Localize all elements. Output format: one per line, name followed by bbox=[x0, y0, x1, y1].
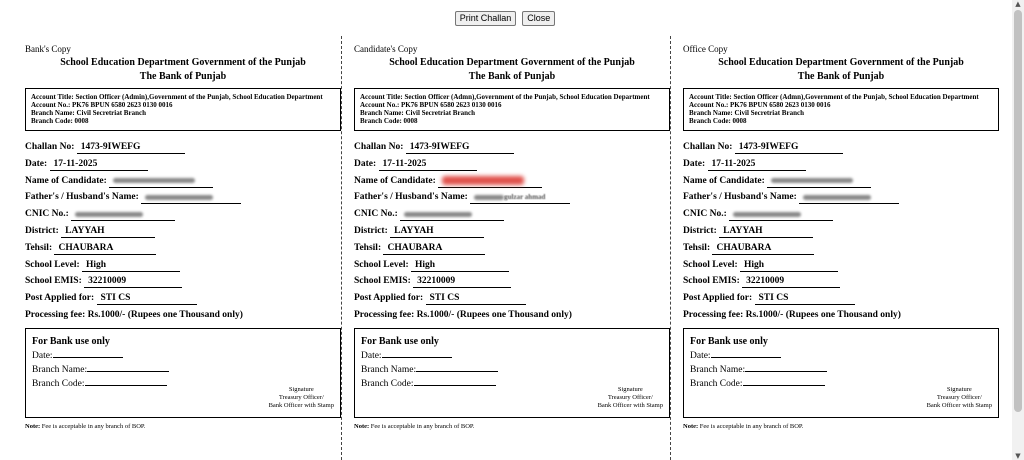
bank-title: The Bank of Punjab bbox=[797, 71, 885, 82]
date-value: 17-11-2025 bbox=[50, 159, 148, 171]
father-value bbox=[470, 192, 570, 204]
redacted-cnic bbox=[733, 212, 801, 217]
close-button[interactable]: Close bbox=[522, 11, 555, 26]
date-row: Date: 17-11-2025 bbox=[354, 156, 670, 173]
post-row: Post Applied for: STI CS bbox=[25, 290, 341, 307]
date-value: 17-11-2025 bbox=[708, 159, 806, 171]
bank-use-box bbox=[683, 328, 999, 418]
post-row: Post Applied for: STI CS bbox=[354, 290, 670, 307]
candidate-value bbox=[109, 176, 213, 188]
branch-code: Branch Code: 0008 bbox=[689, 117, 747, 125]
challan-value: 1473-9IWEFG bbox=[735, 142, 843, 154]
challan-row: Challan No: 1473-9IWEFG bbox=[354, 139, 670, 156]
account-title: Account Title: Section Officer (Admn),Government of the Punjab, School Education Department bbox=[689, 93, 979, 101]
account-number: Account No.: PK76 BPUN 6580 2623 0130 0016 bbox=[689, 101, 831, 109]
bank-branch-code-line: Branch Code: bbox=[361, 376, 663, 390]
bank-branch-name-line: Branch Name: bbox=[361, 362, 663, 376]
branch-name: Branch Name: Civil Secretriat Branch bbox=[31, 109, 146, 117]
toolbar bbox=[0, 8, 1010, 26]
account-title: Account Title: Section Officer (Admn),Government of the Punjab, School Education Department bbox=[360, 93, 650, 101]
account-number: Account No.: PK76 BPUN 6580 2623 0130 0016 bbox=[360, 101, 502, 109]
school-emis-row: School EMIS: 32210009 bbox=[683, 273, 999, 290]
father-value bbox=[799, 192, 899, 204]
father-row: Father's / Husband's Name: gulzar ahmad bbox=[354, 189, 670, 206]
cnic-value bbox=[729, 209, 833, 221]
account-number: Account No.: PK76 BPUN 6580 2623 0130 0016 bbox=[31, 101, 173, 109]
copy-divider bbox=[341, 36, 342, 460]
bank-branch-name-line: Branch Name: bbox=[32, 362, 334, 376]
bank-branch-code-line: Branch Code: bbox=[690, 376, 992, 390]
bank-date-line: Date: bbox=[690, 348, 992, 362]
cnic-row: CNIC No.: bbox=[683, 206, 999, 223]
date-row: Date: 17-11-2025 bbox=[25, 156, 341, 173]
school-emis-value: 32210009 bbox=[413, 276, 511, 288]
account-details-box bbox=[683, 88, 999, 131]
challan-row: Challan No: 1473-9IWEFG bbox=[25, 139, 341, 156]
challan-row: Challan No: 1473-9IWEFG bbox=[683, 139, 999, 156]
bank-date-line: Date: bbox=[361, 348, 663, 362]
print-challan-button[interactable]: Print Challan bbox=[455, 11, 517, 26]
challan-fields bbox=[683, 139, 999, 324]
fee-row: Processing fee: Rs.1000/- (Rupees one Thousand only) bbox=[354, 309, 572, 320]
candidate-row: Name of Candidate: bbox=[25, 173, 341, 190]
note: Note: Fee is acceptable in any branch of BOP. bbox=[683, 422, 804, 430]
redacted-father-name bbox=[803, 195, 871, 200]
district-row: District: LAYYAH bbox=[354, 223, 670, 240]
tehsil-row: Tehsil: CHAUBARA bbox=[683, 240, 999, 257]
office-copy bbox=[683, 44, 999, 430]
school-emis-row: School EMIS: 32210009 bbox=[354, 273, 670, 290]
branch-name: Branch Name: Civil Secretriat Branch bbox=[689, 109, 804, 117]
district-value: LAYYAH bbox=[390, 226, 484, 238]
account-details-box bbox=[354, 88, 670, 131]
redacted-cnic bbox=[75, 212, 143, 217]
redacted-name bbox=[442, 176, 524, 185]
candidate-row: Name of Candidate: bbox=[354, 173, 670, 190]
bank-title: The Bank of Punjab bbox=[139, 71, 227, 82]
scroll-up-icon[interactable]: ▲ bbox=[1015, 0, 1021, 8]
tehsil-row: Tehsil: CHAUBARA bbox=[354, 240, 670, 257]
banks-copy bbox=[25, 44, 341, 430]
candidate-row: Name of Candidate: bbox=[683, 173, 999, 190]
cnic-value bbox=[400, 209, 504, 221]
account-details-box bbox=[25, 88, 341, 131]
school-emis-row: School EMIS: 32210009 bbox=[25, 273, 341, 290]
date-row: Date: 17-11-2025 bbox=[683, 156, 999, 173]
redacted-father-name bbox=[145, 195, 213, 200]
candidate-value bbox=[438, 176, 542, 188]
copy-divider bbox=[670, 36, 671, 460]
bank-date-line: Date: bbox=[32, 348, 334, 362]
date-value: 17-11-2025 bbox=[379, 159, 477, 171]
redacted-cnic bbox=[404, 212, 472, 217]
note: Note: Fee is acceptable in any branch of BOP. bbox=[354, 422, 475, 430]
department-title: School Education Department Government of the Punjab bbox=[389, 57, 635, 68]
fee-row: Processing fee: Rs.1000/- (Rupees one Thousand only) bbox=[25, 309, 243, 320]
signature-block: Signature Treasury Officer/ Bank Officer with Stamp bbox=[268, 385, 334, 409]
account-title: Account Title: Section Officer (Admin),Government of the Punjab, School Education Department bbox=[31, 93, 323, 101]
father-row: Father's / Husband's Name: bbox=[25, 189, 341, 206]
copy-label: Office Copy bbox=[683, 44, 728, 54]
branch-code: Branch Code: 0008 bbox=[31, 117, 89, 125]
bank-use-title: For Bank use only bbox=[32, 335, 110, 347]
fee-row: Processing fee: Rs.1000/- (Rupees one Thousand only) bbox=[683, 309, 901, 320]
copy-label: Bank's Copy bbox=[25, 44, 71, 54]
father-value bbox=[141, 192, 241, 204]
bank-use-title: For Bank use only bbox=[361, 335, 439, 347]
school-emis-value: 32210009 bbox=[84, 276, 182, 288]
bank-title: The Bank of Punjab bbox=[468, 71, 556, 82]
scroll-down-icon[interactable]: ▼ bbox=[1015, 452, 1021, 460]
school-level-row: School Level: High bbox=[354, 257, 670, 274]
redacted-name bbox=[771, 178, 853, 183]
bank-branch-code-line: Branch Code: bbox=[32, 376, 334, 390]
challan-fields bbox=[354, 139, 670, 324]
post-row: Post Applied for: STI CS bbox=[683, 290, 999, 307]
school-emis-value: 32210009 bbox=[742, 276, 840, 288]
father-row: Father's / Husband's Name: bbox=[683, 189, 999, 206]
vertical-scrollbar[interactable] bbox=[1012, 0, 1024, 460]
bank-branch-name-line: Branch Name: bbox=[690, 362, 992, 376]
candidate-value bbox=[767, 176, 871, 188]
post-value: STI CS bbox=[755, 293, 855, 305]
branch-name: Branch Name: Civil Secretriat Branch bbox=[360, 109, 475, 117]
district-row: District: LAYYAH bbox=[683, 223, 999, 240]
candidates-copy bbox=[354, 44, 670, 430]
district-value: LAYYAH bbox=[719, 226, 813, 238]
challan-fields bbox=[25, 139, 341, 324]
signature-block: Signature Treasury Officer/ Bank Officer with Stamp bbox=[926, 385, 992, 409]
school-level-value: High bbox=[740, 260, 838, 272]
cnic-value bbox=[71, 209, 175, 221]
copy-label: Candidate's Copy bbox=[354, 44, 418, 54]
tehsil-value: CHAUBARA bbox=[712, 243, 814, 255]
district-value: LAYYAH bbox=[61, 226, 155, 238]
bank-use-title: For Bank use only bbox=[690, 335, 768, 347]
department-title: School Education Department Government of the Punjab bbox=[718, 57, 964, 68]
scrollbar-thumb[interactable] bbox=[1014, 10, 1022, 412]
tehsil-value: CHAUBARA bbox=[54, 243, 156, 255]
post-value: STI CS bbox=[426, 293, 526, 305]
department-title: School Education Department Government of the Punjab bbox=[60, 57, 306, 68]
father-name-partial: gulzar ahmad bbox=[504, 193, 546, 202]
tehsil-row: Tehsil: CHAUBARA bbox=[25, 240, 341, 257]
school-level-value: High bbox=[82, 260, 180, 272]
bank-use-box bbox=[354, 328, 670, 418]
school-level-value: High bbox=[411, 260, 509, 272]
cnic-row: CNIC No.: bbox=[25, 206, 341, 223]
school-level-row: School Level: High bbox=[25, 257, 341, 274]
post-value: STI CS bbox=[97, 293, 197, 305]
school-level-row: School Level: High bbox=[683, 257, 999, 274]
district-row: District: LAYYAH bbox=[25, 223, 341, 240]
challan-value: 1473-9IWEFG bbox=[77, 142, 185, 154]
tehsil-value: CHAUBARA bbox=[383, 243, 485, 255]
bank-use-box bbox=[25, 328, 341, 418]
branch-code: Branch Code: 0008 bbox=[360, 117, 418, 125]
redacted-name bbox=[113, 178, 195, 183]
note: Note: Fee is acceptable in any branch of BOP. bbox=[25, 422, 146, 430]
cnic-row: CNIC No.: bbox=[354, 206, 670, 223]
signature-block: Signature Treasury Officer/ Bank Officer with Stamp bbox=[597, 385, 663, 409]
challan-value: 1473-9IWEFG bbox=[406, 142, 514, 154]
redacted-father-name bbox=[474, 195, 504, 200]
